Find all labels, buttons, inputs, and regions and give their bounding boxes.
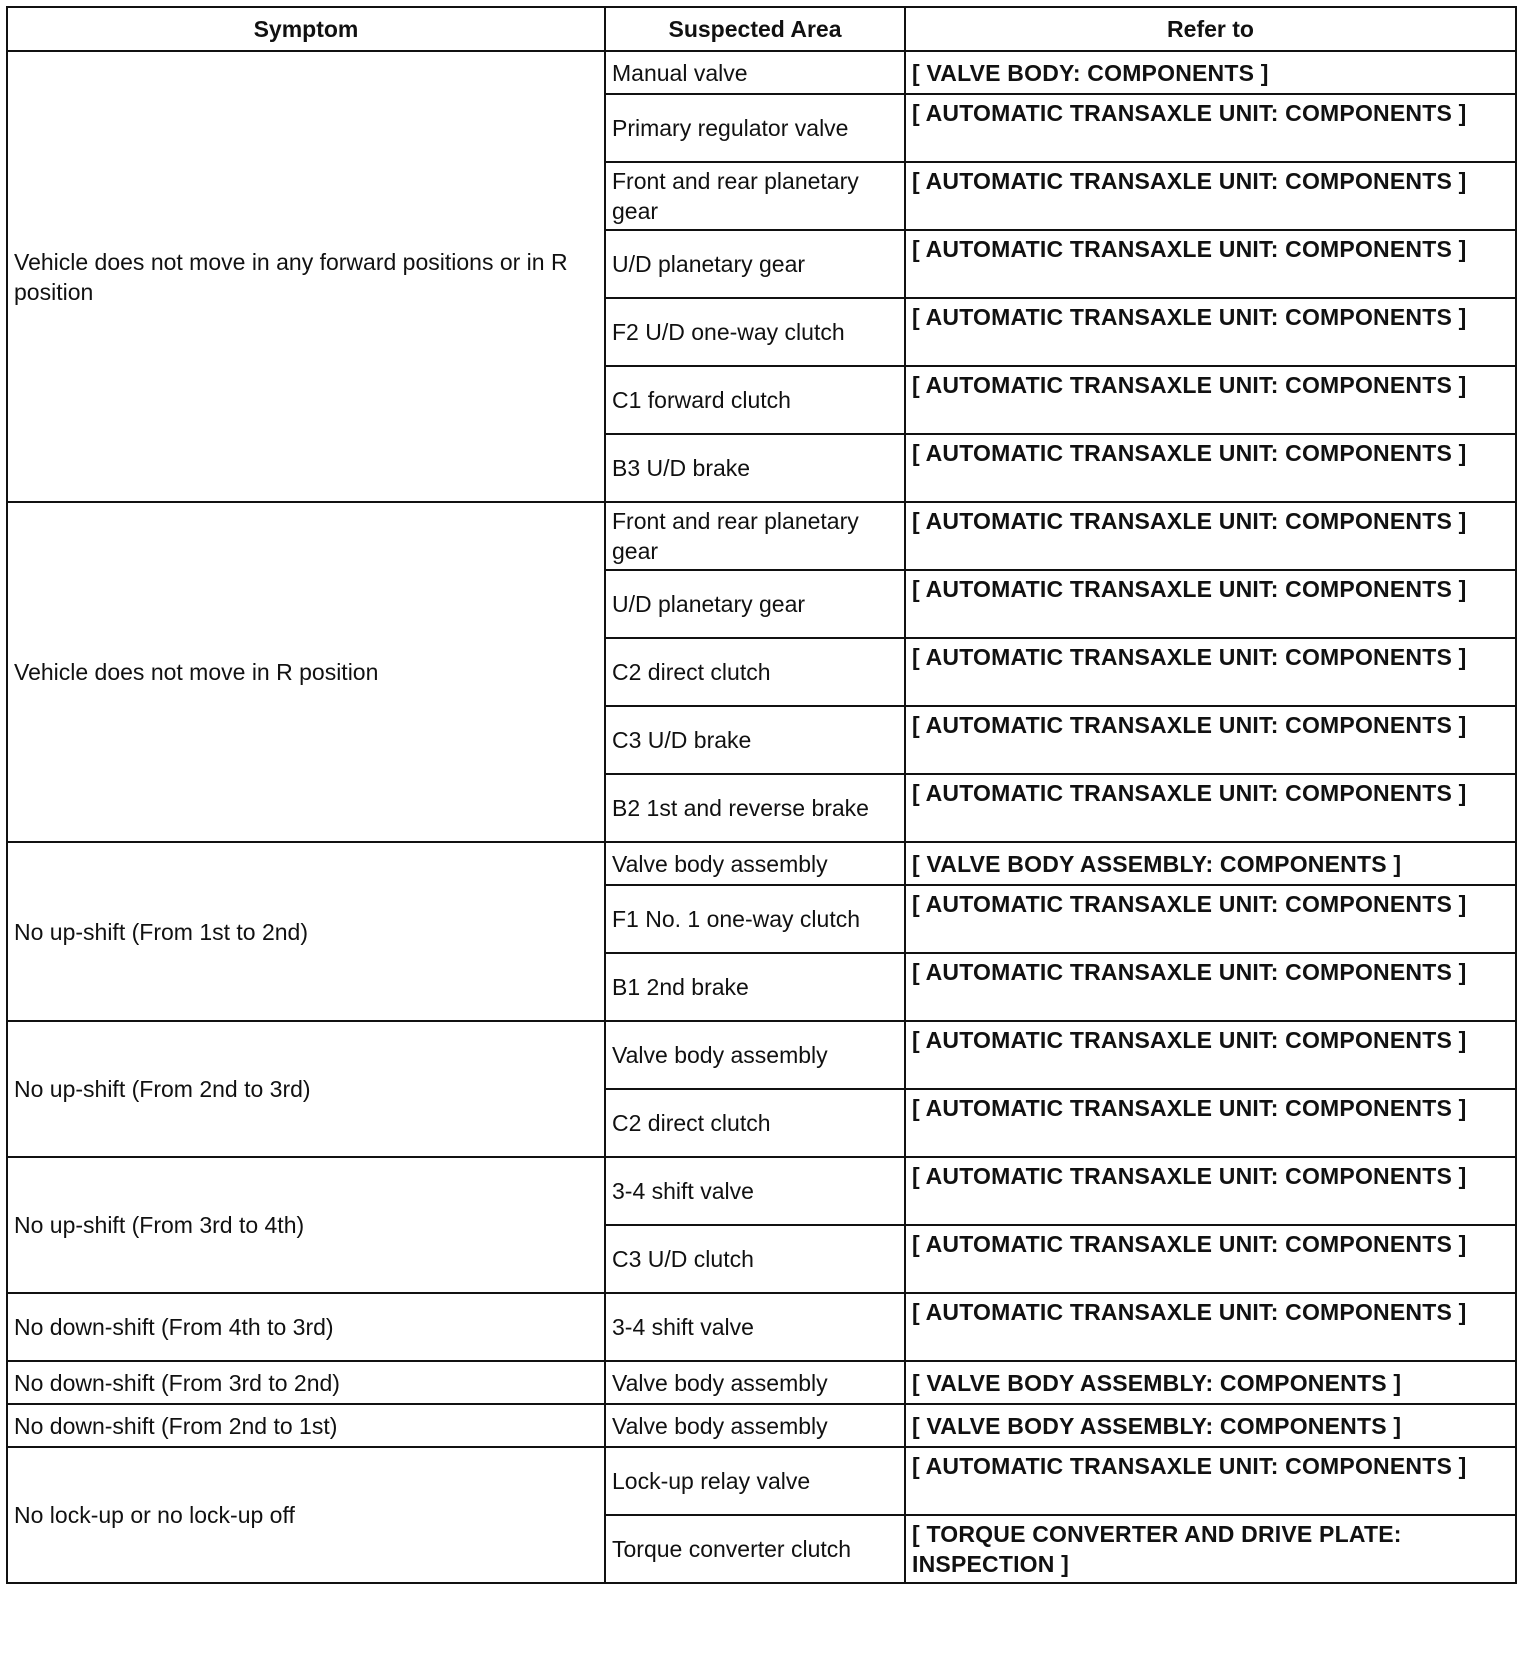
symptom-cell: No up-shift (From 1st to 2nd): [7, 842, 605, 1021]
header-symptom: Symptom: [7, 7, 605, 51]
suspected-area-cell: Manual valve: [605, 51, 905, 94]
diagnosis-table: [6, 6, 1517, 1584]
suspected-area-cell: 3-4 shift valve: [605, 1293, 905, 1361]
header-suspected-area: Suspected Area: [605, 7, 905, 51]
refer-to-cell: [ AUTOMATIC TRANSAXLE UNIT: COMPONENTS ]: [905, 1447, 1516, 1515]
suspected-area-cell: C1 forward clutch: [605, 366, 905, 434]
table-row: [7, 1361, 1516, 1404]
refer-to-cell: [ VALVE BODY ASSEMBLY: COMPONENTS ]: [905, 842, 1516, 885]
refer-to-cell: [ AUTOMATIC TRANSAXLE UNIT: COMPONENTS ]: [905, 885, 1516, 953]
suspected-area-cell: B3 U/D brake: [605, 434, 905, 502]
suspected-area-cell: F1 No. 1 one-way clutch: [605, 885, 905, 953]
suspected-area-cell: U/D planetary gear: [605, 230, 905, 298]
refer-to-cell: [ AUTOMATIC TRANSAXLE UNIT: COMPONENTS ]: [905, 1225, 1516, 1293]
suspected-area-cell: Lock-up relay valve: [605, 1447, 905, 1515]
refer-to-cell: [ VALVE BODY ASSEMBLY: COMPONENTS ]: [905, 1404, 1516, 1447]
suspected-area-cell: 3-4 shift valve: [605, 1157, 905, 1225]
refer-to-cell: [ VALVE BODY ASSEMBLY: COMPONENTS ]: [905, 1361, 1516, 1404]
refer-to-cell: [ AUTOMATIC TRANSAXLE UNIT: COMPONENTS ]: [905, 162, 1516, 230]
suspected-area-cell: U/D planetary gear: [605, 570, 905, 638]
refer-to-cell: [ AUTOMATIC TRANSAXLE UNIT: COMPONENTS ]: [905, 434, 1516, 502]
header-refer-to: Refer to: [905, 7, 1516, 51]
refer-to-cell: [ AUTOMATIC TRANSAXLE UNIT: COMPONENTS ]: [905, 570, 1516, 638]
refer-to-cell: [ AUTOMATIC TRANSAXLE UNIT: COMPONENTS ]: [905, 366, 1516, 434]
symptom-cell: No lock-up or no lock-up off: [7, 1447, 605, 1583]
refer-to-cell: [ AUTOMATIC TRANSAXLE UNIT: COMPONENTS ]: [905, 953, 1516, 1021]
suspected-area-cell: Valve body assembly: [605, 1404, 905, 1447]
suspected-area-cell: C2 direct clutch: [605, 1089, 905, 1157]
refer-to-cell: [ AUTOMATIC TRANSAXLE UNIT: COMPONENTS ]: [905, 1089, 1516, 1157]
refer-to-cell: [ AUTOMATIC TRANSAXLE UNIT: COMPONENTS ]: [905, 298, 1516, 366]
refer-to-cell: [ AUTOMATIC TRANSAXLE UNIT: COMPONENTS ]: [905, 706, 1516, 774]
symptom-cell: No up-shift (From 2nd to 3rd): [7, 1021, 605, 1157]
refer-to-cell: [ VALVE BODY: COMPONENTS ]: [905, 51, 1516, 94]
suspected-area-cell: Valve body assembly: [605, 1361, 905, 1404]
refer-to-cell: [ AUTOMATIC TRANSAXLE UNIT: COMPONENTS ]: [905, 1157, 1516, 1225]
suspected-area-cell: B2 1st and reverse brake: [605, 774, 905, 842]
suspected-area-cell: C3 U/D clutch: [605, 1225, 905, 1293]
suspected-area-cell: Front and rear planetary gear: [605, 502, 905, 570]
refer-to-cell: [ AUTOMATIC TRANSAXLE UNIT: COMPONENTS ]: [905, 774, 1516, 842]
symptom-cell: No down-shift (From 2nd to 1st): [7, 1404, 605, 1447]
table-row: [7, 51, 1516, 94]
header-row: [7, 7, 1516, 51]
refer-to-cell: [ AUTOMATIC TRANSAXLE UNIT: COMPONENTS ]: [905, 94, 1516, 162]
suspected-area-cell: Primary regulator valve: [605, 94, 905, 162]
table-row: [7, 1293, 1516, 1361]
suspected-area-cell: B1 2nd brake: [605, 953, 905, 1021]
suspected-area-cell: C3 U/D brake: [605, 706, 905, 774]
refer-to-cell: [ AUTOMATIC TRANSAXLE UNIT: COMPONENTS ]: [905, 638, 1516, 706]
table-row: [7, 1021, 1516, 1089]
table-row: [7, 1447, 1516, 1515]
suspected-area-cell: Valve body assembly: [605, 842, 905, 885]
symptom-cell: Vehicle does not move in R position: [7, 502, 605, 842]
refer-to-cell: [ AUTOMATIC TRANSAXLE UNIT: COMPONENTS ]: [905, 230, 1516, 298]
suspected-area-cell: F2 U/D one-way clutch: [605, 298, 905, 366]
table-row: [7, 1157, 1516, 1225]
suspected-area-cell: C2 direct clutch: [605, 638, 905, 706]
suspected-area-cell: Front and rear planetary gear: [605, 162, 905, 230]
table-row: [7, 502, 1516, 570]
suspected-area-cell: Torque converter clutch: [605, 1515, 905, 1583]
refer-to-cell: [ AUTOMATIC TRANSAXLE UNIT: COMPONENTS ]: [905, 1293, 1516, 1361]
symptom-cell: No down-shift (From 4th to 3rd): [7, 1293, 605, 1361]
symptom-cell: No up-shift (From 3rd to 4th): [7, 1157, 605, 1293]
refer-to-cell: [ TORQUE CONVERTER AND DRIVE PLATE: INSPECTION ]: [905, 1515, 1516, 1583]
refer-to-cell: [ AUTOMATIC TRANSAXLE UNIT: COMPONENTS ]: [905, 502, 1516, 570]
table-body: [7, 51, 1516, 1583]
symptom-cell: No down-shift (From 3rd to 2nd): [7, 1361, 605, 1404]
symptom-cell: Vehicle does not move in any forward positions or in R position: [7, 51, 605, 502]
refer-to-cell: [ AUTOMATIC TRANSAXLE UNIT: COMPONENTS ]: [905, 1021, 1516, 1089]
table-row: [7, 842, 1516, 885]
table-row: [7, 1404, 1516, 1447]
suspected-area-cell: Valve body assembly: [605, 1021, 905, 1089]
